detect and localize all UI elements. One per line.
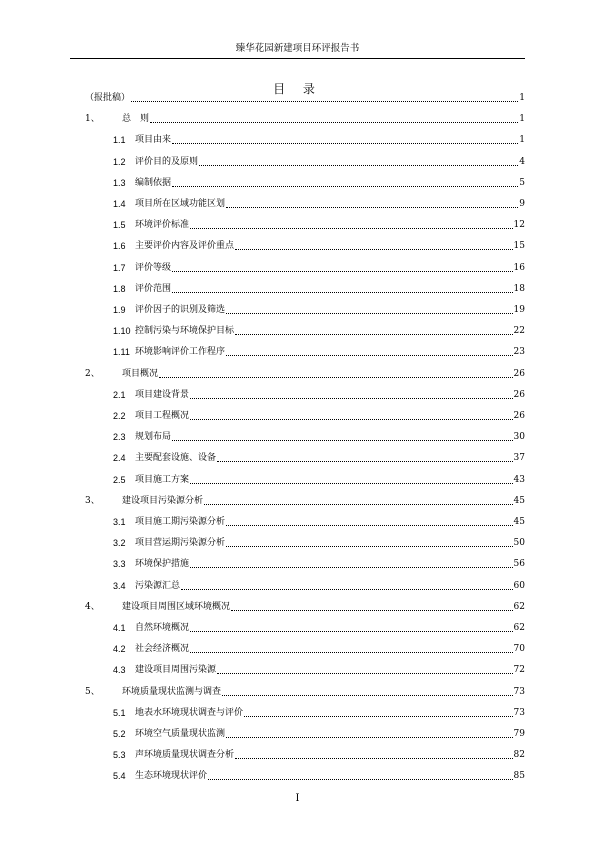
- toc-dot-leader: [181, 589, 513, 590]
- toc-entry-label: 项目由来: [135, 135, 172, 146]
- toc-dot-leader: [190, 419, 513, 420]
- toc-entry[interactable]: [113, 410, 525, 422]
- toc-entry-page: 37: [513, 453, 525, 464]
- toc-entry-label: 建设项目周围污染源: [135, 665, 217, 676]
- toc-entry-page: 45: [513, 517, 525, 527]
- toc-entry-number: 5、: [85, 686, 100, 697]
- toc-dot-leader: [231, 610, 513, 611]
- toc-entry-number: 4.3: [113, 665, 126, 676]
- toc-dot-leader: [226, 737, 513, 738]
- toc-entry-page: 19: [513, 305, 525, 315]
- toc-dot-leader: [217, 461, 513, 462]
- toc-entry-page: 62: [513, 623, 525, 633]
- toc-entry-label: 项目施工期污染源分析: [135, 517, 226, 527]
- toc-entry[interactable]: [113, 389, 525, 401]
- toc-entry-page: 15: [513, 241, 525, 252]
- toc-entry-number: 1.7: [113, 262, 126, 273]
- toc-entry-number: 2.3: [113, 432, 126, 443]
- toc-entry[interactable]: [113, 749, 525, 761]
- toc-entry-label: 社会经济概况: [135, 644, 190, 655]
- toc-entry[interactable]: [113, 516, 525, 528]
- toc-entry-number: 1.1: [113, 135, 126, 146]
- toc-dot-leader: [150, 122, 518, 123]
- toc-entry[interactable]: [113, 240, 525, 252]
- toc-entry-label: 评价因子的识别及筛选: [135, 305, 226, 315]
- toc-entry-page: 26: [513, 411, 525, 421]
- toc-entry-number: 2.5: [113, 474, 126, 485]
- toc-dot-leader: [190, 398, 513, 399]
- toc-dot-leader: [244, 716, 513, 717]
- toc-entry-label: 生态环境现状评价: [135, 771, 208, 782]
- toc-entry-page: 62: [513, 601, 525, 612]
- toc-entry[interactable]: [113, 283, 525, 295]
- toc-entry-page: 85: [513, 771, 525, 782]
- toc-dot-leader: [204, 504, 513, 505]
- toc-entry-page: 50: [513, 538, 525, 549]
- toc-entry[interactable]: [113, 622, 525, 634]
- toc-entry[interactable]: [85, 368, 525, 380]
- toc-entry-page: 45: [513, 495, 525, 506]
- toc-entry-number: 3.1: [113, 517, 126, 527]
- toc-dot-leader: [235, 334, 513, 335]
- toc-entry-page: 18: [513, 283, 525, 294]
- toc-entry-page: 26: [513, 368, 525, 379]
- toc-entry-label: 建设项目污染源分析: [122, 495, 204, 506]
- toc-entry-page: 70: [513, 644, 525, 655]
- toc-entry-page: 1: [519, 93, 525, 103]
- toc-entry-number: 4.1: [113, 623, 126, 633]
- toc-dot-leader: [226, 525, 513, 526]
- toc-dot-leader: [131, 101, 518, 102]
- toc-entry-number: 4、: [85, 601, 100, 612]
- toc-entry-label: 项目工程概况: [135, 411, 190, 421]
- toc-entry[interactable]: [85, 495, 525, 507]
- toc-entry[interactable]: [113, 219, 525, 231]
- toc-entry-number: 1.4: [113, 199, 126, 209]
- toc-entry[interactable]: [113, 452, 525, 464]
- toc-entry-label: 项目所在区域功能区划: [135, 199, 226, 209]
- toc-entry-number: 2.2: [113, 411, 126, 421]
- toc-dot-leader: [172, 440, 513, 441]
- toc-dot-leader: [226, 313, 513, 314]
- toc-entry[interactable]: [113, 643, 525, 655]
- toc-dot-leader: [190, 228, 513, 229]
- toc-entry-number: 1.5: [113, 220, 126, 231]
- toc-entry-number: 1、: [85, 114, 100, 125]
- toc-dot-leader: [172, 186, 518, 187]
- toc-entry-label: 规划布局: [135, 432, 172, 443]
- toc-entry-page: 82: [513, 750, 525, 761]
- toc-entry-label: 自然环境概况: [135, 623, 190, 633]
- toc-entry-page: 16: [513, 262, 525, 273]
- toc-entry-page: 73: [513, 686, 525, 697]
- toc-entry[interactable]: [85, 92, 525, 104]
- toc-entry-label: 项目营运期污染源分析: [135, 538, 226, 549]
- toc-entry-page: 23: [513, 347, 525, 358]
- toc-dot-leader: [226, 207, 518, 208]
- toc-entry-number: 1.9: [113, 305, 126, 315]
- toc-entry-label: 项目建设背景: [135, 389, 190, 400]
- toc-entry[interactable]: [113, 325, 525, 337]
- toc-entry-label: 主要配套设施、设备: [135, 453, 217, 464]
- toc-entry-page: 79: [513, 729, 525, 739]
- toc-entry-number: 5.3: [113, 750, 126, 761]
- toc-dot-leader: [226, 355, 513, 356]
- toc-dot-leader: [190, 631, 513, 632]
- toc-entry-label: （报批稿）: [85, 93, 131, 103]
- toc-dot-leader: [235, 249, 513, 250]
- toc-entry[interactable]: [113, 707, 525, 719]
- toc-entry-page: 12: [513, 220, 525, 231]
- toc-entry-label: 地表水环境现状调查与评价: [135, 707, 244, 718]
- toc-entry-label: 项目施工方案: [135, 474, 190, 485]
- toc-dot-leader: [172, 143, 518, 144]
- toc-entry[interactable]: [113, 134, 525, 146]
- toc-entry-number: 1.2: [113, 156, 126, 167]
- toc-dot-leader: [217, 673, 513, 674]
- toc-entry[interactable]: [85, 113, 525, 125]
- toc-entry-page: 22: [513, 326, 525, 337]
- toc-entry-number: 3.2: [113, 538, 126, 549]
- toc-entry-number: 2、: [85, 368, 100, 379]
- toc-entry[interactable]: [85, 601, 525, 613]
- toc-entry-page: 9: [519, 199, 525, 209]
- toc-entry[interactable]: [113, 304, 525, 316]
- toc-entry-page: 5: [519, 177, 525, 188]
- toc-entry-number: 5.2: [113, 729, 126, 739]
- toc-entry[interactable]: [113, 664, 525, 676]
- toc-entry-number: 4.2: [113, 644, 126, 655]
- toc-entry-number: 3.4: [113, 580, 126, 591]
- toc-entry-label: 项目概况: [122, 368, 159, 379]
- toc-dot-leader: [226, 546, 513, 547]
- toc-dot-leader: [235, 758, 513, 759]
- toc-dot-leader: [208, 779, 513, 780]
- toc-entry-label: 建设项目周围区域环境概况: [122, 601, 231, 612]
- toc-entry[interactable]: [113, 770, 525, 782]
- toc-entry-number: 3、: [85, 495, 100, 506]
- toc-entry[interactable]: [113, 262, 525, 274]
- toc-entry[interactable]: [113, 580, 525, 592]
- toc-entry-label: 评价目的及原则: [135, 156, 199, 167]
- toc-entry-label: 评价等级: [135, 262, 172, 273]
- toc-entry-label: 环境保护措施: [135, 559, 190, 570]
- toc-entry-number: 1.10: [113, 326, 131, 337]
- toc-entry[interactable]: [113, 558, 525, 570]
- toc-entry-number: 1.3: [113, 177, 126, 188]
- toc-entry-page: 30: [513, 432, 525, 443]
- toc-entry-label: 污染源汇总: [135, 580, 181, 591]
- toc-entry-label: 环境质量现状监测与调查: [122, 686, 222, 697]
- toc-entry-page: 43: [513, 474, 525, 485]
- toc-entry-label: 环境空气质量现状监测: [135, 729, 226, 739]
- toc-entry-number: 1.6: [113, 241, 126, 252]
- toc-dot-leader: [190, 483, 513, 484]
- toc-entry[interactable]: [113, 198, 525, 210]
- toc-entry-number: 2.4: [113, 453, 126, 464]
- toc-dot-leader: [190, 567, 513, 568]
- toc-entry[interactable]: [113, 156, 525, 168]
- toc-entry-page: 73: [513, 707, 525, 718]
- toc-entry-number: 5.4: [113, 771, 126, 782]
- toc-dot-leader: [199, 165, 518, 166]
- page-number: I: [295, 793, 300, 804]
- running-header: 臻华花园新建项目环评报告书: [235, 43, 360, 54]
- toc-entry-label: 环境评价标准: [135, 220, 190, 231]
- toc-entry-number: 3.3: [113, 559, 126, 570]
- toc-dot-leader: [222, 695, 513, 696]
- toc-entry-page: 1: [519, 135, 525, 146]
- toc-entry-number: 5.1: [113, 707, 126, 718]
- toc-entry-number: 2.1: [113, 389, 126, 400]
- toc-dot-leader: [190, 652, 513, 653]
- toc-dot-leader: [172, 292, 513, 293]
- toc-entry[interactable]: [113, 728, 525, 740]
- toc-entry-page: 56: [513, 559, 525, 570]
- toc-entry-label: 声环境质量现状调查分析: [135, 750, 235, 761]
- toc-dot-leader: [172, 271, 513, 272]
- toc-entry[interactable]: [113, 431, 525, 443]
- toc-entry-page: 26: [513, 389, 525, 400]
- toc-entry[interactable]: [113, 474, 525, 486]
- toc-entry-label: 主要评价内容及评价重点: [135, 241, 235, 252]
- toc-entry[interactable]: [113, 537, 525, 549]
- toc-entry-number: 1.8: [113, 283, 126, 294]
- toc-entry-page: 1: [519, 114, 525, 125]
- toc-entry-label: 总 则: [122, 114, 150, 125]
- toc-entry[interactable]: [113, 177, 525, 189]
- toc-dot-leader: [159, 377, 513, 378]
- toc-entry-label: 环境影响评价工作程序: [135, 347, 226, 358]
- toc-entry-page: 4: [519, 156, 525, 167]
- header-divider: [70, 58, 525, 59]
- toc-entry-label: 控制污染与环境保护目标: [135, 326, 235, 337]
- toc-entry-page: 60: [513, 580, 525, 591]
- toc-entry-page: 72: [513, 665, 525, 676]
- toc-entry-label: 评价范围: [135, 283, 172, 294]
- toc-entry[interactable]: [85, 686, 525, 698]
- toc-entry-label: 编制依据: [135, 177, 172, 188]
- toc-title: 目 录: [273, 82, 322, 96]
- toc-entry[interactable]: [113, 346, 525, 358]
- toc-entry-number: 1.11: [113, 347, 130, 358]
